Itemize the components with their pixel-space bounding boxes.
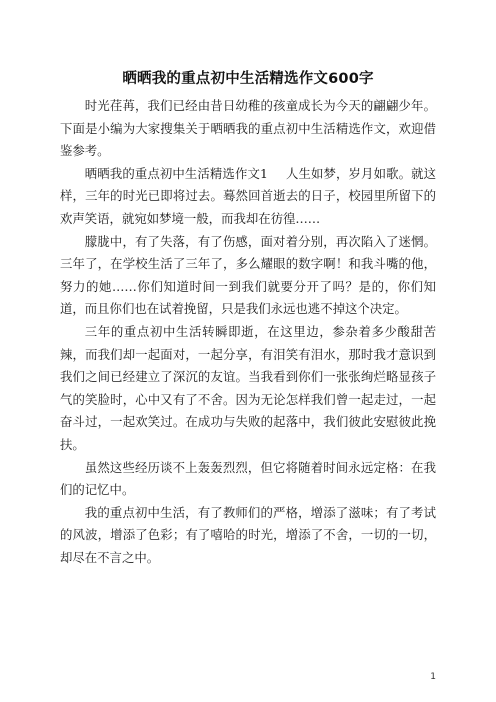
document-body: [60, 95, 436, 569]
intro-paragraph: 时光荏苒，我们已经由昔日幼稚的孩童成长为今天的翩翩少年。下面是小编为大家搜集关于晒晒我的重点初中生活精选作文，欢迎借鉴参考。: [60, 98, 436, 159]
essay-heading-paragraph: [60, 163, 436, 231]
document-title: 晒晒我的重点初中生活精选作文600字: [122, 71, 374, 87]
body-paragraph: 朦胧中，有了失落，有了伤感，面对着分别，再次陷入了迷惘。三年了，在学校生活了三年了，多么耀眼的数字啊！和我斗嘴的他，努力的她……你们知道时间一到我们就要分开了吗？是的，你们知道，而且你们也在试着挽留，只是我们永远也逃不掉这个决定。: [60, 233, 436, 317]
essay-opening-text: 人生如梦，岁月如歌。就这样，三年的时光已即将过去。蓦然回首逝去的日子，校园里所留下的欢声笑语，就宛如梦境一般，而我却在彷徨……: [60, 165, 437, 226]
body-paragraph: 我的重点初中生活，有了教师们的严格，增添了滋味；有了考试的风波，增添了色彩；有了嘻哈的时光，增添了不舍，一切的一切，却尽在不言之中。: [60, 504, 436, 565]
essay-heading: 晒晒我的重点初中生活精选作文1: [84, 165, 268, 181]
body-paragraph: 虽然这些经历谈不上轰轰烈烈，但它将随着时间永远定格：在我们的记忆中。: [60, 459, 436, 498]
page-number: 1: [430, 672, 436, 682]
body-paragraph: 三年的重点初中生活转瞬即逝，在这里边，参杂着多少酸甜苦辣，而我们却一起面对，一起分享，有泪笑有泪水，那时我才意识到我们之间已经建立了深沉的友谊。当我看到你们一张张绚烂略显孩子气的笑脸时，心中又有了不舍。因为无论怎样我们曾一起走过，一起奋斗过，一起欢笑过。在成功与失败的起落中，我们彼此安慰彼此挽扶。: [60, 323, 436, 452]
